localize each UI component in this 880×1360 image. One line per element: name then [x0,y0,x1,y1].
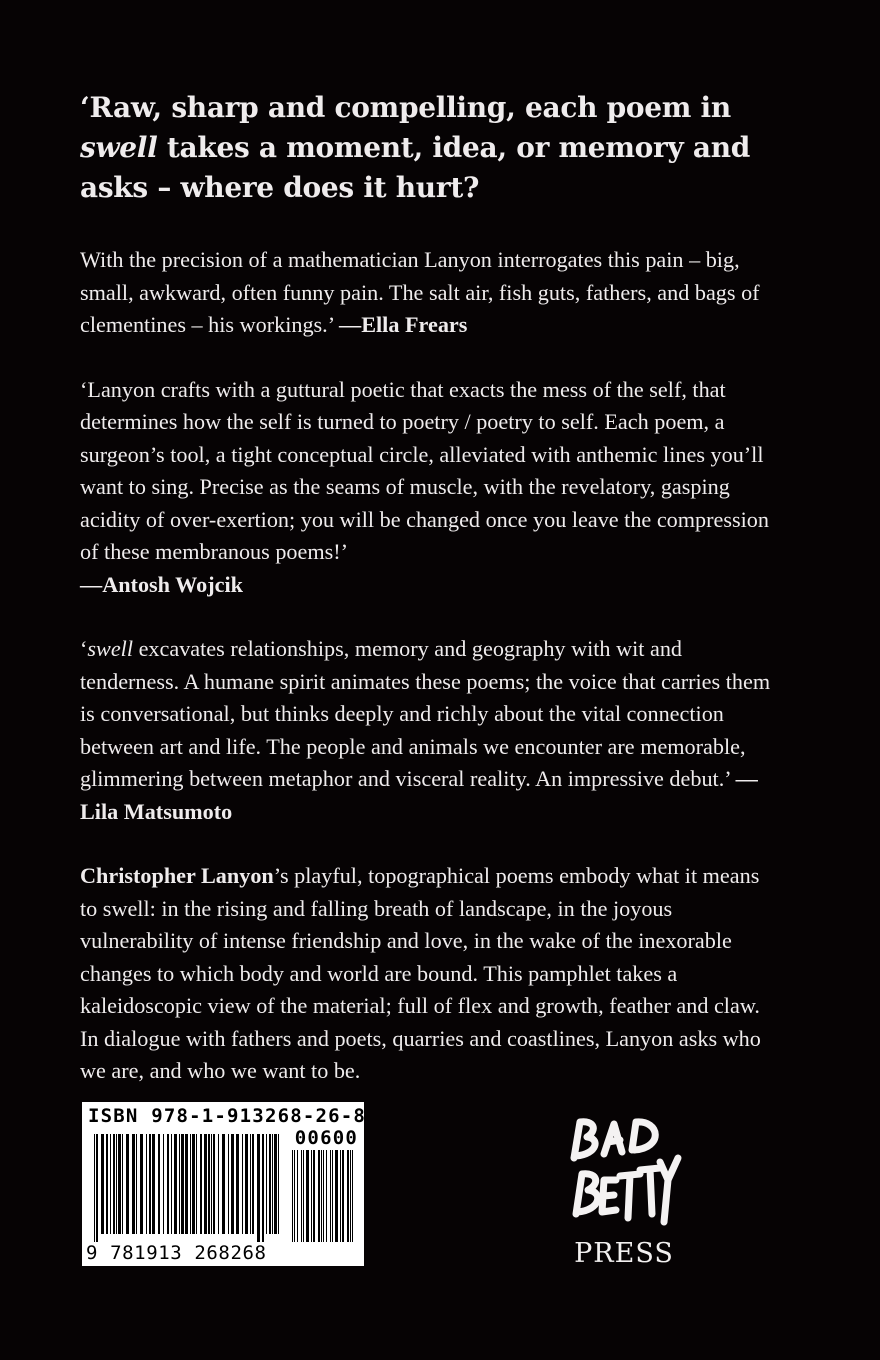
barcode-bar [269,1134,271,1234]
barcode-bar [272,1134,273,1234]
quote3-text: excavates relationships, memory and geography with wit and tenderness. A humane spirit animates these poems; the voice that carries them is conversational, but thinks deeply and richly about the vital connection between art and life. The people and animals we encounter are memorable, glimmering between metaphor and visceral reality. An impressive debut.’ [80,636,771,791]
back-cover-text [80,88,780,1088]
barcode-bar [306,1150,309,1242]
barcode-bar [303,1150,304,1242]
barcode-bar [140,1134,143,1234]
barcode-bar [96,1134,98,1242]
barcode-bar [213,1134,215,1234]
quote3-title: swell [87,636,134,661]
press-label: PRESS [574,1238,674,1269]
barcode-bar [292,1150,293,1242]
book-blurb [80,860,780,1088]
barcode-bar [208,1134,210,1234]
barcode-bar [211,1134,212,1234]
barcode-bar [118,1134,121,1234]
barcode-bar [262,1134,264,1242]
barcode-bar [192,1134,195,1234]
barcode-bar [200,1134,202,1234]
headline-part1: ‘Raw, sharp and compelling, each poem in [80,91,731,124]
quote-antosh-wojcik [80,374,780,602]
quote-lila-matsumoto [80,633,780,828]
barcode-bar [181,1134,184,1234]
barcode-bar [236,1134,239,1234]
barcode-bar [332,1150,333,1242]
barcode-bar [110,1134,111,1234]
barcode-bar [326,1150,327,1242]
barcode-bar [335,1150,338,1242]
barcode-bar [196,1134,197,1234]
quote-ella-frears [80,244,780,342]
barcode-bar [340,1150,341,1242]
quote1-attribution: —Ella Frears [339,312,468,337]
barcode-bar [318,1150,320,1242]
barcode-bar [132,1134,135,1234]
barcode-bar [116,1134,117,1234]
barcode-bar [257,1134,260,1242]
barcode-bar [158,1134,160,1234]
barcode-bar [311,1150,312,1242]
quote3-attribution: —Lila Matsumoto [80,766,758,824]
barcode-bar [167,1134,169,1234]
isbn-label: ISBN 978-1-913268-26-8 [88,1105,367,1127]
barcode-bar [146,1134,147,1234]
barcode-bar [274,1134,277,1234]
barcode-bar [101,1134,104,1234]
barcode-bar [122,1134,123,1234]
barcode-bar [245,1134,248,1234]
barcode-bar [179,1134,180,1234]
headline-part2: takes a moment, idea, or memory and asks – where does it hurt? [80,131,751,204]
barcode-bar [313,1150,315,1242]
barcode-bar [250,1134,251,1234]
barcode-bar [126,1134,129,1234]
barcode-bar [136,1134,137,1234]
barcode-bar [330,1150,331,1242]
barcode-bar [278,1134,279,1234]
price-code: 00600 [294,1127,358,1149]
barcode-bar [163,1134,164,1234]
barcode-bar [222,1134,225,1234]
headline-title: swell [80,131,158,164]
barcode-digits: 9 781913 268268 [86,1242,267,1264]
barcode-bar [231,1134,234,1234]
barcode-bar [94,1134,95,1242]
isbn-barcode [82,1102,367,1266]
barcode-bar [190,1134,191,1234]
barcode-bar [204,1134,207,1234]
barcode-bar [185,1134,188,1234]
barcode-bar [352,1150,353,1242]
blurb-text: ’s playful, topographical poems embody what it means to swell: in the rising and falling breath of landscape, in the joyous vulnerability of intense friendship and love, in the wake of the inexorable changes to which body and world are bound. This pamphlet takes a kaleidoscopic view of the material; full of flex and growth, feather and claw. In dialogue with fathers and poets, quarries and coastlines, Lanyon asks who we are, and who we want to be. [80,863,761,1083]
barcode-bar [149,1134,151,1234]
barcode-bar [321,1150,322,1242]
barcode-bar [106,1134,108,1234]
quote2-text: ‘Lanyon crafts with a guttural poetic that exacts the mess of the self, that determines how the self is turned to poetry / poetry to self. Each poem, a surgeon’s tool, a tight conceptual circle, alleviated with anthemic lines you’ll want to sing. Precise as the seams of muscle, with the revelatory, gasping acidity of over-exertion; you will be changed once you leave the compression of these membranous poems!’ [80,376,769,564]
blurb-author: Christopher Lanyon [80,863,274,888]
barcode-bar [218,1134,219,1234]
addon-barcode-bars [292,1150,356,1242]
quote1-text: With the precision of a mathematician Lanyon interrogates this pain – big, small, awkward, often funny pain. The salt air, fish guts, fathers, and bags of clementines – his workings.’ [80,247,760,337]
headline-quote [80,88,780,208]
barcode-bar [294,1150,295,1242]
barcode-bars [94,1134,284,1242]
barcode-bar [342,1150,344,1242]
barcode-bar [347,1150,349,1242]
barcode-bar [242,1134,243,1234]
barcode-bar [323,1150,324,1242]
barcode-bar [152,1134,155,1234]
barcode-bar [252,1134,254,1234]
barcode-bar [171,1134,172,1234]
barcode-bar [297,1150,298,1242]
barcode-bar [228,1134,229,1234]
barcode-bar [174,1134,177,1234]
quote3-open: ‘ [80,636,88,661]
barcode-bar [113,1134,115,1234]
barcode-bar [350,1150,351,1242]
barcode-bar [266,1134,267,1234]
quote2-attribution: —Antosh Wojcik [80,571,243,597]
barcode-bar [301,1150,302,1242]
